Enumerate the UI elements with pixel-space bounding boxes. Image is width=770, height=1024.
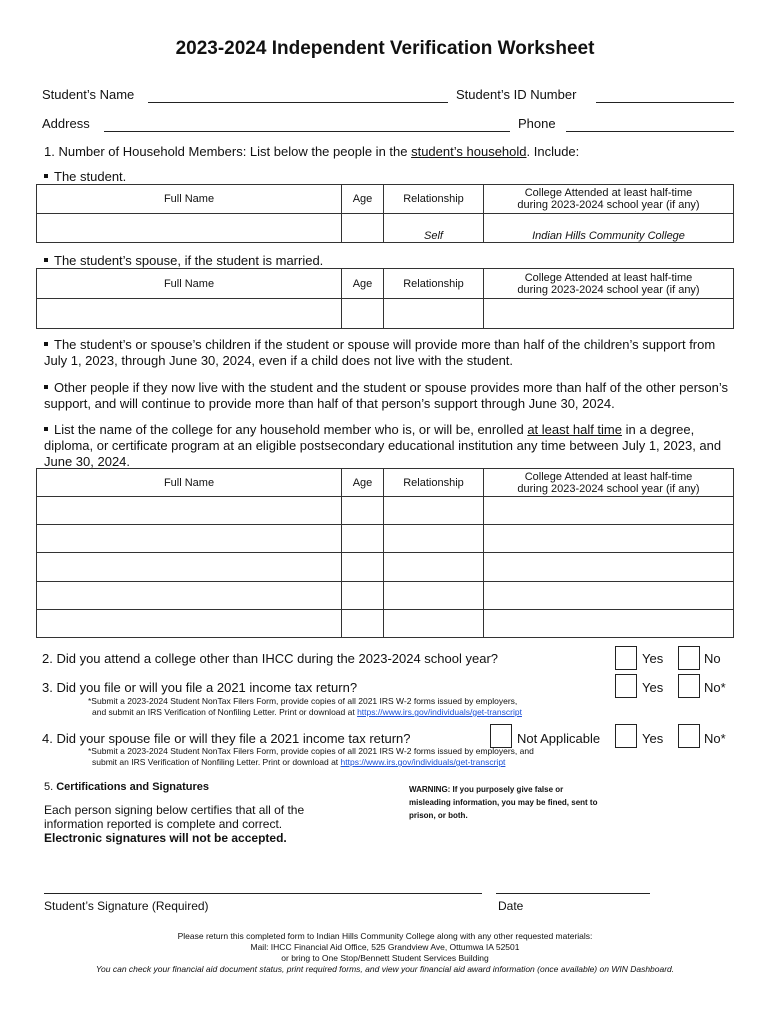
student-signature-label: Student’s Signature (Required)	[44, 899, 209, 913]
member-age-cell[interactable]	[342, 497, 384, 525]
phone-label: Phone	[518, 116, 556, 131]
q4-not-applicable-label: Not Applicable	[517, 731, 601, 746]
address-label: Address	[42, 116, 90, 131]
member-name-cell[interactable]	[37, 609, 342, 637]
q2-yes-label: Yes	[642, 651, 664, 666]
student-table	[36, 184, 734, 243]
member-relationship-cell[interactable]	[384, 497, 484, 525]
member-name-cell[interactable]	[37, 553, 342, 581]
header-relationship: Relationship	[384, 269, 484, 299]
spouse-table	[36, 268, 734, 329]
q3-yes-checkbox[interactable]	[615, 674, 637, 698]
phone-field[interactable]	[566, 131, 734, 132]
header-relationship: Relationship	[384, 185, 484, 214]
member-college-cell[interactable]	[484, 581, 734, 609]
member-college-cell[interactable]	[484, 609, 734, 637]
spouse-college-cell[interactable]	[484, 299, 734, 329]
header-college: College Attended at least half-time during 2023-2024 school year (if any)	[484, 185, 734, 214]
member-college-cell[interactable]	[484, 497, 734, 525]
student-id-label: Student’s ID Number	[456, 87, 577, 102]
student-id-field[interactable]	[596, 102, 734, 103]
header-college: College Attended at least half-time during 2023-2024 school year (if any)	[484, 469, 734, 497]
spouse-full-name-cell[interactable]	[37, 299, 342, 329]
question-2: 2. Did you attend a college other than IHCC during the 2023-2024 school year?	[42, 651, 499, 666]
header-age: Age	[342, 469, 384, 497]
header-age: Age	[342, 269, 384, 299]
header-college: College Attended at least half-time during 2023-2024 school year (if any)	[484, 269, 734, 299]
q3-no-checkbox[interactable]	[678, 674, 700, 698]
q3-yes-label: Yes	[642, 680, 664, 695]
bullet-children: The student’s or spouse’s children if the student or spouse will provide more than half of the children’s support from July 1, 2023, through June 30, 2024, even if a child does not live with the student.	[44, 337, 716, 368]
member-relationship-cell[interactable]	[384, 525, 484, 553]
member-age-cell[interactable]	[342, 553, 384, 581]
student-relationship-cell: Self	[384, 214, 484, 243]
header-full-name: Full Name	[37, 185, 342, 214]
bullet-student: The student.	[44, 169, 126, 185]
header-age: Age	[342, 185, 384, 214]
certifications-heading: 5. Certifications and Signatures	[44, 781, 210, 793]
date-line[interactable]	[496, 893, 650, 894]
student-college-cell: Indian Hills Community College	[484, 214, 734, 243]
header-full-name: Full Name	[37, 269, 342, 299]
member-college-cell[interactable]	[484, 525, 734, 553]
member-name-cell[interactable]	[37, 525, 342, 553]
address-field[interactable]	[104, 131, 510, 132]
member-name-cell[interactable]	[37, 581, 342, 609]
member-relationship-cell[interactable]	[384, 553, 484, 581]
member-relationship-cell[interactable]	[384, 581, 484, 609]
member-age-cell[interactable]	[342, 581, 384, 609]
q4-yes-label: Yes	[642, 731, 664, 746]
student-name-label: Student’s Name	[42, 87, 135, 102]
bullet-other: Other people if they now live with the student and the student or spouse provides more than half of the other person’s support, and will continue to provide more than half of that person’s support through June 30, 2024.	[44, 380, 729, 411]
student-name-field[interactable]	[148, 102, 448, 103]
q4-not-applicable-checkbox[interactable]	[490, 724, 512, 748]
q2-no-checkbox[interactable]	[678, 646, 700, 670]
student-age-cell[interactable]	[342, 214, 384, 243]
irs-transcript-link[interactable]: https://www.irs.gov/individuals/get-transcript	[357, 707, 522, 717]
q3-note: *Submit a 2023-2024 Student NonTax Filers Form, provide copies of all 2021 IRS W-2 forms issued by employers,	[88, 696, 518, 706]
bullet-spouse: The student’s spouse, if the student is married.	[44, 253, 323, 269]
household-heading: 1. Number of Household Members: List below the people in the student’s household. Include:	[44, 144, 580, 159]
member-college-cell[interactable]	[484, 553, 734, 581]
header-relationship: Relationship	[384, 469, 484, 497]
q2-yes-checkbox[interactable]	[615, 646, 637, 670]
page-title: 2023-2024 Independent Verification Worksheet	[175, 38, 595, 59]
q4-no-checkbox[interactable]	[678, 724, 700, 748]
q4-note: *Submit a 2023-2024 Student NonTax Filers Form, provide copies of all 2021 IRS W-2 forms issued by employers, and	[88, 746, 534, 756]
member-age-cell[interactable]	[342, 525, 384, 553]
certifications-body: Each person signing below certifies that all of the information reported is complete and correct. Electronic signatures will not be accepted.	[44, 803, 305, 845]
footer: Please return this completed form to Indian Hills Community College along with any other requested materials: Mail: IHCC Financial Aid Office, 525 Grandview Ave, Ottumwa IA 52501 or bring to One Stop/Bennett Student Services Building You can check your financial aid document status, print required forms, and view your financial aid award information (once available) on WIN Dashboard.	[95, 931, 675, 974]
date-label: Date	[498, 899, 524, 913]
member-relationship-cell[interactable]	[384, 609, 484, 637]
q3-no-label: No*	[704, 680, 726, 695]
student-full-name-cell[interactable]	[37, 214, 342, 243]
question-3: 3. Did you file or will you file a 2021 income tax return?	[42, 680, 358, 695]
member-age-cell[interactable]	[342, 609, 384, 637]
household-members-table	[36, 468, 734, 638]
warning-text: WARNING: If you purposely give false or misleading information, you may be fined, sent to prison, or both.	[409, 785, 598, 820]
header-full-name: Full Name	[37, 469, 342, 497]
irs-transcript-link[interactable]: https://www.irs.gov/individuals/get-transcript	[340, 757, 506, 767]
spouse-age-cell[interactable]	[342, 299, 384, 329]
spouse-relationship-cell[interactable]	[384, 299, 484, 329]
q4-note-line2: submit an IRS Verification of Nonfiling Letter. Print or download at https://www.irs.gov/individuals/get-transcript	[92, 757, 506, 767]
student-signature-line[interactable]	[44, 893, 482, 894]
member-name-cell[interactable]	[37, 497, 342, 525]
q4-yes-checkbox[interactable]	[615, 724, 637, 748]
q3-note-line2: and submit an IRS Verification of Nonfiling Letter. Print or download at https://www.irs.gov/individuals/get-transcript	[92, 707, 522, 717]
question-4: 4. Did your spouse file or will they file a 2021 income tax return?	[42, 731, 411, 746]
bullet-college: List the name of the college for any household member who is, or will be, enrolled at least half time in a degree, diploma, or certificate program at an eligible postsecondary educational institution any time between July 1, 2023, and June 30, 2024.	[44, 422, 722, 469]
q4-no-label: No*	[704, 731, 726, 746]
q2-no-label: No	[704, 651, 721, 666]
